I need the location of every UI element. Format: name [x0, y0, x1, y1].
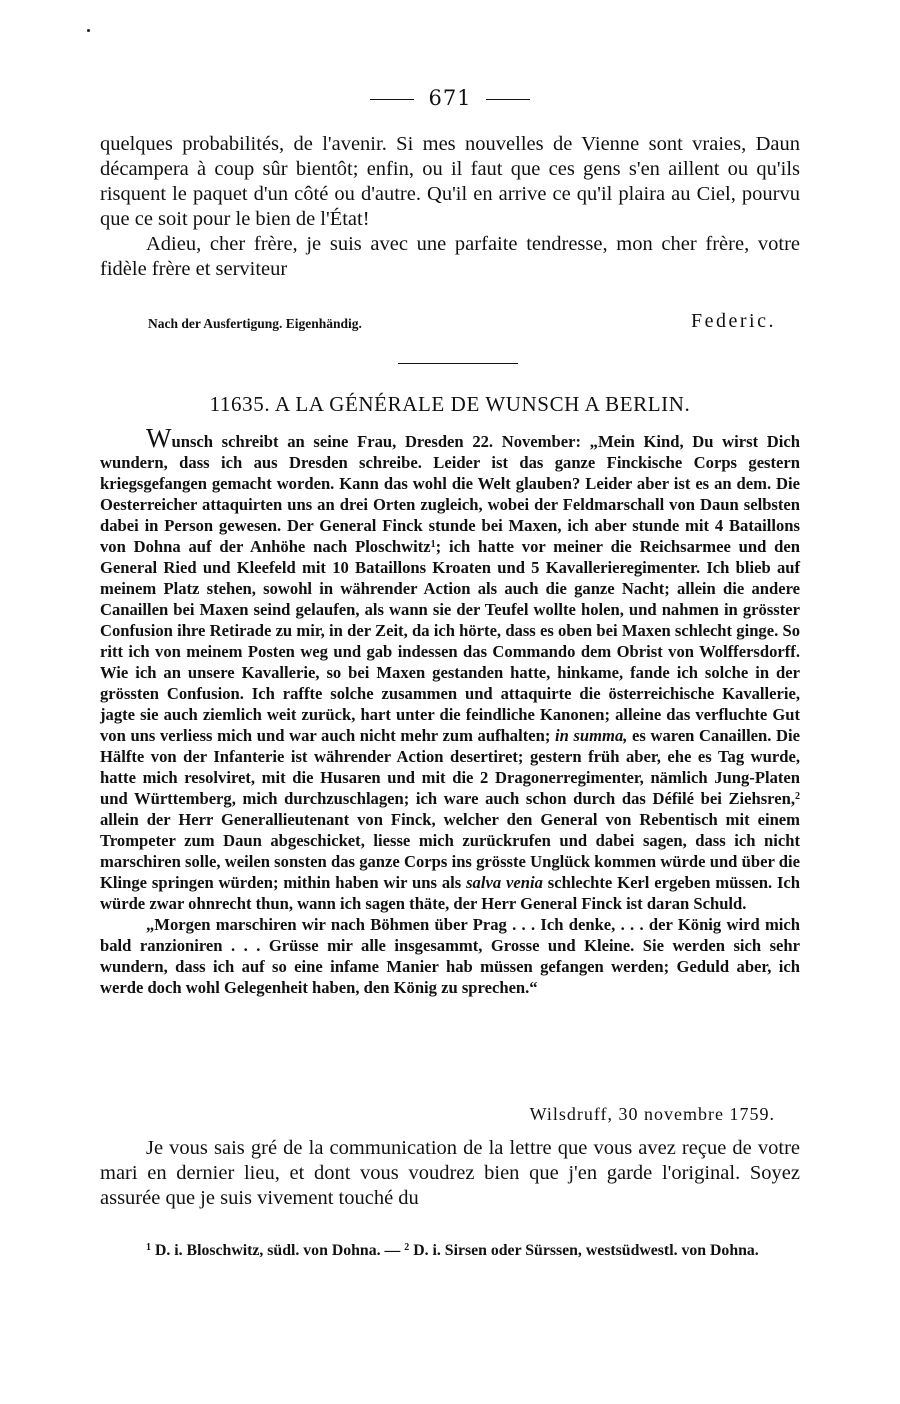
footnote-mark-1: 1 — [146, 1242, 151, 1253]
section-divider — [398, 363, 518, 364]
source-note: Nach der Ausfertigung. Eigenhändig. — [148, 316, 362, 331]
footnote-text-2: D. i. Sirsen oder Sürssen, westsüdwestl. von Dohna. — [413, 1242, 759, 1259]
german-text-c: es waren Canaillen. Die Hälfte von der Infanterie ist währender Action desertiret; gestern früh aber, ehe es Tag wurde, hatte mich resolviret, mit die Husaren und mit die 2 Dragonerregimenter, nämlich Jung-Platen und Württemberg, mich durchzuschlagen; ich ware auch schon durch das Défilé bei Ziehsren, — [100, 726, 800, 808]
footnote-ref-2: 2 — [795, 791, 800, 802]
paragraph-continuation: quelques probabilités, de l'avenir. Si mes nouvelles de Vienne sont vraies, Daun décampera à coup sûr bientôt; enfin, ou il faut que ces gens s'en aillent ou qu'ils risquent le paquet d'un côté ou d'autre. Qu'il en arrive ce qu'il plaira au Ciel, pourvu que ce soit pour le bien de l'État! — [100, 133, 800, 230]
german-text-a: unsch schreibt an seine Frau, Dresden 22. November: „Mein Kind, Du wirst Dich wundern, dass ich aus Dresden schreibe. Leider ist das ganze Finckische Corps gestern kriegsgefangen gemacht worden. Kann das wohl die Welt glauben? Leider aber ist es an dem. Die Oesterreicher attaquirten uns an drei Orten zugleich, wobei der Feldmarschall von Daun selbsten dabei in Person gewesen. Der General Finck stunde bei Maxen, ich aber stunde mit 4 Bataillons von Dohna auf der Anhöhe nach Ploschwitz — [100, 432, 800, 556]
letter-heading: 11635. A LA GÉNÉRALE DE WUNSCH A BERLIN. — [209, 392, 691, 416]
italic-phrase-2: salva venia — [466, 873, 543, 892]
footnotes — [100, 1240, 800, 1262]
initial-letter: W — [146, 423, 172, 453]
page-number: 671 — [428, 86, 472, 110]
paragraph-closing: Adieu, cher frère, je suis avec une parfaite tendresse, mon cher frère, votre fidèle frère et serviteur — [100, 233, 800, 280]
italic-phrase-1: in summa, — [554, 726, 628, 745]
german-text-b: ; ich hatte vor meiner die Reichsarmee und den General Ried und Kleefeld mit 10 Bataillons Kroaten und 5 Kavallerieregimenter. Ich blieb auf meinem Platz stehen, sowohl in währender Action als auch die ganze Nacht; allein die andere Canaillen bei Maxen seind gelaufen, als wann sie der Teufel wollte holen, und nahmen in grösster Confusion ihre Retirade zu mir, in der Zeit, da ich hörte, dass es oben bei Maxen schlecht ginge. So ritt ich von meinem Posten weg und gab indessen das Commando dem Obrist von Wolffersdorff. Wie ich an unsere Kavallerie, so bei Maxen gestanden hatte, hinkame, fande ich solche in der grössten Confusion. Ich raffte solche zusammen und attaquirte die österreichische Kavallerie, jagte sie auch ziemlich weit zurück, hart unter die feindliche Kanonen; alleine das verfluchte Gut von uns verliess mich und war auch nicht mehr zum aufhalten; — [100, 537, 800, 745]
header-dash-right — [486, 99, 530, 100]
german-paragraph-1 — [100, 423, 801, 914]
source-note-line — [148, 310, 776, 332]
page-header — [0, 86, 900, 110]
footnote-paragraph — [100, 1240, 800, 1262]
german-text-d: allein der Herr Generallieutenant von Finck, welcher den General von Rebentisch mit einem Trompeter zum Daun abgeschicket, liesse mich zurückrufen und dabei sagen, dass ich nicht marschiren solle, weilen sonsten das ganze Corps ins grösste Unglück kommen würde und über die Klinge springen würden; mithin haben wir uns als — [100, 810, 800, 892]
signature: Federic. — [691, 310, 776, 332]
letter-body — [100, 1136, 800, 1211]
german-text-e: schlechte Kerl ergeben müssen. Ich würde zwar ohnrecht thun, wann ich sagen thäte, der Herr General Finck ist daran Schuld. — [100, 873, 801, 913]
letter-paragraph: Je vous sais gré de la communication de la lettre que vous avez reçue de votre mari en dernier lieu, et dont vous voudrez bien que j'en garde l'original. Soyez assurée que je suis vivement touché du — [100, 1137, 800, 1209]
header-dash-left — [370, 99, 414, 100]
german-quotation-block — [100, 423, 801, 998]
date-line: Wilsdruff, 30 novembre 1759. — [529, 1104, 775, 1124]
margin-speck — [87, 29, 90, 32]
footnote-ref-1: 1 — [430, 539, 436, 550]
top-text-block — [100, 132, 800, 282]
footnote-mark-2: 2 — [404, 1242, 410, 1253]
footnote-text-1: D. i. Bloschwitz, südl. von Dohna. — — [154, 1242, 401, 1259]
german-paragraph-2: „Morgen marschiren wir nach Böhmen über Prag . . . Ich denke, . . . der König wird mich bald ranzioniren . . . Grüsse mir alle insgesammt, Grosse und Kleine. Sie werden sich sehr wundern, dass ich auf so eine infame Manier hab müssen gefangen werden; Geduld aber, ich werde doch wohl Gelegenheit haben, den König zu sprechen.“ — [100, 915, 800, 997]
